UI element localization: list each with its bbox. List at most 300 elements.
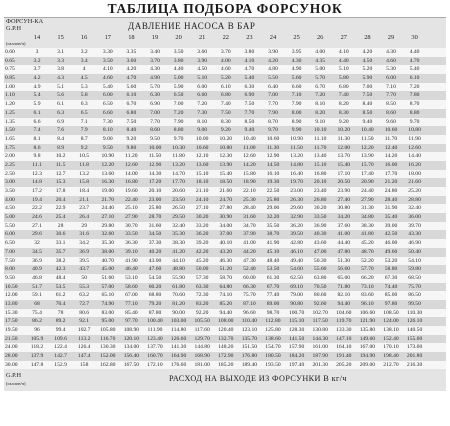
flow-rate-cell: 7.70 bbox=[268, 101, 278, 108]
flow-rate-cell: 29.00 bbox=[266, 205, 280, 212]
flow-rate-cell: 4.70 bbox=[244, 66, 255, 73]
flow-rate-cell: 70.4 bbox=[55, 300, 66, 307]
flow-rate-cell: 24.6 bbox=[32, 214, 42, 221]
pressure-header-15: 15 bbox=[57, 34, 64, 41]
flow-rate-cell: 32.40 bbox=[408, 205, 421, 212]
table-row bbox=[4, 343, 446, 352]
flow-rate-cell: 27.80 bbox=[219, 205, 233, 212]
flow-rate-cell: 19.30 bbox=[266, 179, 280, 186]
flow-rate-cell: 33.50 bbox=[125, 231, 138, 238]
flow-rate-cell: 46.40 bbox=[125, 266, 138, 273]
flow-rate-cell: 9.10 bbox=[315, 118, 326, 125]
pressure-header-17: 17 bbox=[104, 34, 111, 41]
table-row bbox=[4, 326, 446, 335]
table-body bbox=[4, 48, 446, 369]
flow-rate-cell: 23.7 bbox=[79, 205, 90, 212]
flow-rate-cell: 133.30 bbox=[336, 327, 352, 333]
flow-rate-cell: 34.20 bbox=[337, 214, 351, 221]
flow-rate-cell: 15.80 bbox=[243, 170, 256, 177]
flow-rate-cell: 23.50 bbox=[172, 196, 185, 203]
nozzle-gph-cell: 0.65 bbox=[5, 57, 15, 64]
flow-rate-cell: 5.20 bbox=[362, 66, 373, 73]
flow-rate-cell: 121.90 bbox=[359, 318, 376, 325]
nozzle-gph-cell: 5.50 bbox=[5, 222, 15, 229]
flow-rate-cell: 120.40 bbox=[218, 327, 234, 333]
flow-rate-cell: 122.4 bbox=[54, 344, 67, 351]
flow-rate-cell: 6.70 bbox=[126, 101, 137, 108]
flow-rate-cell: 6.9 bbox=[57, 118, 65, 125]
flow-rate-cell: 10.30 bbox=[172, 144, 185, 151]
flow-rate-cell: 39.00 bbox=[384, 222, 398, 229]
flow-rate-cell: 16.30 bbox=[101, 179, 115, 186]
table-row bbox=[4, 213, 446, 222]
flow-rate-cell: 33.1 bbox=[55, 240, 66, 247]
flow-rate-cell: 22.40 bbox=[125, 196, 138, 203]
flow-rate-cell: 15.40 bbox=[219, 170, 233, 177]
flow-rate-cell: 144.30 bbox=[312, 335, 328, 342]
flow-rate-cell: 63.2 bbox=[79, 292, 90, 299]
flow-rate-cell: 32 bbox=[34, 240, 40, 247]
flow-rate-cell: 40.30 bbox=[313, 231, 327, 238]
flow-rate-cell: 147.4 bbox=[77, 353, 91, 360]
flow-rate-cell: 12.3 bbox=[32, 170, 42, 177]
flow-rate-cell: 9.60 bbox=[386, 118, 396, 125]
flow-rate-cell: 3.1 bbox=[57, 49, 65, 55]
flow-rate-cell: 47.80 bbox=[337, 248, 351, 255]
flow-rate-cell: 8.20 bbox=[315, 109, 326, 116]
flow-rate-cell: 4.80 bbox=[268, 66, 278, 73]
flow-rate-cell: 21.60 bbox=[219, 188, 233, 194]
nozzle-gph-cell: 2.00 bbox=[5, 153, 15, 160]
flow-rate-cell: 102.7 bbox=[77, 327, 91, 333]
flow-rate-cell: 38.30 bbox=[172, 240, 185, 247]
flow-rate-cell: 17.20 bbox=[148, 179, 162, 186]
flow-rate-cell: 12.60 bbox=[243, 153, 256, 160]
flow-rate-cell: 5.9 bbox=[33, 101, 41, 108]
flow-rate-cell: 23.90 bbox=[337, 188, 351, 194]
flow-rate-cell: 96 bbox=[34, 327, 40, 333]
flow-rate-cell: 14.00 bbox=[125, 170, 138, 177]
flow-rate-cell: 103.00 bbox=[170, 318, 187, 325]
flow-rate-cell: 11.1 bbox=[32, 161, 42, 168]
flow-rate-cell: 63.80 bbox=[313, 274, 327, 281]
pressure-header-14: 14 bbox=[33, 34, 41, 41]
flow-rate-cell: 39.10 bbox=[125, 248, 138, 255]
flow-rate-cell: 164.10 bbox=[336, 344, 352, 351]
flow-rate-cell: 5.60 bbox=[291, 75, 302, 82]
flow-rate-cell: 125.80 bbox=[265, 327, 281, 333]
nozzle-column-label: ФОРСУН-КА bbox=[6, 18, 44, 25]
table-row bbox=[4, 100, 446, 109]
flow-rate-cell: 193.50 bbox=[265, 361, 281, 368]
table-row bbox=[4, 222, 446, 231]
flow-rate-cell: 26.30 bbox=[290, 196, 303, 203]
table-title: ТАБЛИЦА ПОДБОРА ФОРСУНОК bbox=[107, 1, 343, 16]
flow-rate-cell: 12.90 bbox=[266, 153, 280, 160]
pressure-header-24: 24 bbox=[269, 34, 277, 41]
flow-rate-cell: 6.00 bbox=[386, 75, 396, 82]
flow-rate-cell: 12.10 bbox=[195, 153, 209, 160]
flow-rate-cell: 4.40 bbox=[338, 57, 349, 64]
nozzle-gph-cell: 30.00 bbox=[5, 361, 18, 368]
pressure-caption: ДАВЛЕНИЕ НАСОСА В БАР bbox=[128, 21, 256, 31]
flow-rate-cell: 111.90 bbox=[147, 327, 163, 333]
flow-rate-cell: 7.9 bbox=[80, 127, 88, 134]
flow-rate-cell: 63.30 bbox=[195, 283, 209, 290]
flow-rate-cell: 8.60 bbox=[150, 127, 160, 134]
flow-rate-cell: 44.20 bbox=[243, 248, 256, 255]
flow-rate-cell: 5.90 bbox=[173, 83, 184, 90]
flow-rate-cell: 10.20 bbox=[337, 127, 351, 134]
flow-rate-cell: 3.2 bbox=[80, 49, 88, 55]
flow-rate-cell: 10.00 bbox=[195, 135, 209, 142]
flow-rate-cell: 160.70 bbox=[147, 353, 163, 360]
table-row bbox=[4, 239, 446, 248]
flow-rate-cell: 5.70 bbox=[315, 75, 326, 82]
flow-rate-cell: 7.70 bbox=[150, 118, 160, 125]
flow-rate-cell: 3.95 bbox=[291, 49, 302, 55]
flow-rate-cell: 5.10 bbox=[197, 75, 208, 82]
flow-rate-cell: 60.00 bbox=[243, 274, 256, 281]
table-row bbox=[4, 257, 446, 266]
flow-rate-cell: 124.00 bbox=[383, 318, 399, 325]
flow-rate-cell: 205.20 bbox=[336, 361, 352, 368]
flow-rate-cell: 13.20 bbox=[290, 153, 303, 160]
flow-rate-cell: 5.8 bbox=[80, 92, 88, 99]
flow-rate-cell: 5.10 bbox=[338, 66, 349, 73]
flow-rate-cell: 4 bbox=[82, 66, 86, 73]
flow-rate-cell: 42.50 bbox=[384, 231, 398, 238]
flow-rate-cell: 37.00 bbox=[219, 231, 233, 238]
nozzle-gph-cell: 1.35 bbox=[5, 118, 15, 125]
flow-rate-cell: 4.50 bbox=[362, 57, 373, 64]
flow-rate-cell: 73.10 bbox=[361, 283, 374, 290]
flow-rate-cell: 20.10 bbox=[148, 188, 162, 194]
flow-rate-cell: 29.60 bbox=[290, 205, 303, 212]
flow-rate-cell: 30.20 bbox=[313, 205, 327, 212]
flow-rate-cell: 30.70 bbox=[125, 222, 138, 229]
flow-rate-cell: 12.20 bbox=[101, 161, 115, 168]
flow-rate-cell: 173.00 bbox=[406, 344, 423, 351]
flow-rate-cell: 10.90 bbox=[290, 135, 303, 142]
flow-rate-cell: 9.50 bbox=[150, 135, 160, 142]
flow-rate-cell: 30.20 bbox=[195, 214, 209, 221]
flow-rate-cell: 17.8 bbox=[55, 188, 66, 194]
flow-rate-cell: 137.9 bbox=[30, 353, 44, 360]
flow-rate-cell: 50.30 bbox=[313, 257, 327, 264]
flow-rate-cell: 11.20 bbox=[125, 153, 138, 160]
flow-rate-cell: 154.70 bbox=[265, 344, 281, 351]
flow-rate-cell: 7.50 bbox=[244, 101, 255, 108]
flow-rate-cell: 3.35 bbox=[126, 49, 137, 55]
flow-rate-cell: 43.00 bbox=[148, 257, 162, 264]
flow-rate-cell: 5.4 bbox=[33, 92, 41, 99]
flow-rate-cell: 14.40 bbox=[408, 153, 421, 160]
flow-rate-cell: 172.10 bbox=[147, 361, 163, 368]
nozzle-gph-cell: 8.00 bbox=[5, 266, 15, 273]
flow-rate-cell: 170.10 bbox=[383, 344, 399, 351]
flow-rate-cell: 11.00 bbox=[243, 144, 256, 151]
flow-rate-cell: 117.50 bbox=[312, 318, 328, 325]
flow-rate-cell: 13.60 bbox=[101, 170, 115, 177]
flow-rate-cell: 152.9 bbox=[54, 361, 67, 368]
flow-rate-cell: 13.90 bbox=[361, 153, 374, 160]
table-row bbox=[4, 152, 446, 161]
pressure-header-23: 23 bbox=[246, 34, 253, 41]
flow-rate-cell: 35.50 bbox=[266, 222, 280, 229]
flow-rate-cell: 9.8 bbox=[33, 153, 41, 160]
flow-rate-cell: 60.20 bbox=[148, 283, 162, 290]
flow-rate-cell: 80.60 bbox=[313, 292, 327, 299]
flow-rate-cell: 29.6 bbox=[32, 231, 42, 238]
flow-rate-cell: 83.60 bbox=[361, 292, 374, 299]
flow-rate-cell: 117.60 bbox=[194, 327, 210, 333]
unit-column-label: (галлон/ч) bbox=[6, 41, 26, 46]
flow-rate-cell: 33.50 bbox=[313, 214, 327, 221]
flow-rate-cell: 25.10 bbox=[125, 205, 138, 212]
flow-rate-cell: 6.80 bbox=[338, 83, 349, 90]
flow-rate-cell: 28 bbox=[57, 222, 64, 229]
flow-rate-cell: 7.00 bbox=[173, 101, 184, 108]
nozzle-gph-cell: 4.00 bbox=[5, 196, 15, 203]
pressure-header-30: 30 bbox=[411, 34, 418, 41]
flow-rate-cell: 92.20 bbox=[195, 309, 209, 316]
flow-rate-cell: 5.70 bbox=[150, 83, 160, 90]
flow-rate-cell: 123.10 bbox=[241, 327, 258, 333]
flow-rate-cell: 3.50 bbox=[102, 57, 113, 64]
flow-rate-cell: 11.90 bbox=[408, 135, 421, 142]
pressure-header-21: 21 bbox=[198, 34, 206, 41]
flow-rate-cell: 51.20 bbox=[219, 266, 233, 273]
flow-rate-cell: 42.3 bbox=[55, 266, 66, 273]
flow-rate-cell: 7.00 bbox=[150, 109, 160, 116]
pressure-header-18: 18 bbox=[128, 34, 135, 41]
flow-rate-cell: 11.50 bbox=[290, 144, 303, 151]
flow-rate-cell: 45.10 bbox=[266, 248, 280, 255]
flow-rate-cell: 5.30 bbox=[386, 66, 396, 73]
nozzle-gph-cell: 7.50 bbox=[5, 257, 15, 264]
table-row bbox=[4, 161, 446, 170]
flow-rate-cell: 116.70 bbox=[100, 335, 116, 342]
flow-rate-cell: 55.60 bbox=[313, 266, 327, 273]
flow-rate-cell: 6.90 bbox=[150, 101, 160, 108]
flow-rate-cell: 15.40 bbox=[337, 161, 351, 168]
flow-rate-cell: 78 bbox=[57, 309, 64, 316]
flow-rate-cell: 27.1 bbox=[32, 222, 42, 229]
flow-rate-cell: 113.2 bbox=[77, 335, 91, 342]
nozzle-gph-cell: 0.60 bbox=[5, 49, 15, 55]
flow-rate-cell: 3.40 bbox=[150, 49, 160, 55]
flow-rate-cell: 12.7 bbox=[55, 170, 66, 177]
flow-rate-cell: 109.6 bbox=[54, 335, 67, 342]
flow-rate-cell: 140.50 bbox=[406, 327, 423, 333]
flow-rate-cell: 142.7 bbox=[54, 353, 67, 360]
flow-rate-cell: 44.10 bbox=[172, 257, 185, 264]
flow-rate-cell: 4.10 bbox=[102, 66, 113, 73]
flow-rate-cell: 54.50 bbox=[148, 274, 162, 281]
flow-rate-cell: 3.30 bbox=[102, 49, 113, 55]
flow-rate-cell: 38.00 bbox=[101, 248, 115, 255]
flow-rate-cell: 17.70 bbox=[384, 170, 398, 177]
flow-rate-cell: 27.90 bbox=[361, 196, 374, 203]
flow-rate-cell: 12.60 bbox=[408, 144, 421, 151]
flow-rate-cell: 108.50 bbox=[383, 309, 399, 316]
flow-rate-cell: 181.00 bbox=[194, 361, 210, 368]
flow-rate-cell: 126.10 bbox=[406, 318, 423, 325]
flow-rate-cell: 27.10 bbox=[195, 205, 209, 212]
flow-rate-cell: 12.40 bbox=[384, 144, 398, 151]
flow-rate-cell: 47.60 bbox=[148, 266, 162, 273]
flow-rate-cell: 7.90 bbox=[291, 101, 302, 108]
flow-rate-cell: 99.50 bbox=[408, 300, 421, 307]
flow-rate-cell: 16.80 bbox=[125, 179, 138, 186]
flow-rate-cell: 41.90 bbox=[125, 257, 138, 264]
flow-rate-cell: 22.50 bbox=[266, 188, 280, 194]
flow-rate-cell: 31.30 bbox=[361, 205, 374, 212]
flow-rate-cell: 7.00 bbox=[268, 92, 278, 99]
flow-rate-cell: 39.5 bbox=[79, 257, 90, 264]
flow-rate-cell: 37.60 bbox=[337, 222, 351, 229]
flow-rate-cell: 36.30 bbox=[125, 240, 138, 247]
flow-rate-cell: 18.4 bbox=[79, 188, 90, 194]
flow-rate-cell: 141.30 bbox=[170, 344, 187, 351]
flow-rate-cell: 3 bbox=[35, 49, 39, 55]
flow-rate-cell: 6.50 bbox=[173, 92, 184, 99]
flow-rate-cell: 6.6 bbox=[33, 118, 41, 125]
flow-rate-cell: 27.40 bbox=[337, 196, 351, 203]
flow-rate-cell: 68 bbox=[34, 300, 40, 307]
flow-rate-cell: 48.4 bbox=[55, 274, 66, 281]
flow-rate-cell: 201.30 bbox=[312, 361, 328, 368]
flow-rate-cell: 94.40 bbox=[219, 309, 233, 316]
flow-rate-cell: 79.20 bbox=[148, 300, 162, 307]
flow-rate-cell: 3.80 bbox=[244, 49, 255, 55]
table-row bbox=[4, 309, 446, 318]
flow-rate-cell: 155.00 bbox=[406, 335, 423, 342]
flow-rate-cell: 14.70 bbox=[172, 170, 185, 177]
flow-rate-cell: 14.30 bbox=[148, 170, 162, 177]
table-row bbox=[4, 291, 446, 300]
flow-rate-cell: 36.00 bbox=[408, 214, 421, 221]
flow-rate-cell: 40.70 bbox=[101, 257, 115, 264]
flow-rate-cell: 9.40 bbox=[244, 127, 255, 134]
flow-rate-cell: 7.10 bbox=[291, 92, 302, 99]
flow-rate-cell: 138.10 bbox=[383, 327, 399, 333]
flow-rate-cell: 7.30 bbox=[197, 109, 208, 116]
flow-rate-cell: 21.1 bbox=[79, 196, 90, 203]
flow-rate-cell: 8.10 bbox=[315, 101, 326, 108]
flow-rate-cell: 36.9 bbox=[32, 257, 42, 264]
flow-rate-cell: 43.30 bbox=[408, 231, 421, 238]
flow-rate-cell: 6.60 bbox=[102, 109, 113, 116]
flow-rate-cell: 100.40 bbox=[147, 318, 163, 325]
flow-rate-cell: 4.60 bbox=[386, 57, 396, 64]
flow-rate-cell: 13.40 bbox=[313, 153, 327, 160]
pressure-headers bbox=[4, 34, 446, 42]
flow-rate-cell: 8.00 bbox=[291, 109, 302, 116]
flow-rate-cell: 114.80 bbox=[171, 327, 187, 333]
flow-rate-cell: 47.30 bbox=[243, 257, 256, 264]
flow-rate-cell: 167.00 bbox=[359, 344, 376, 351]
flow-rate-cell: 8.6 bbox=[33, 144, 41, 151]
flow-rate-cell: 8.40 bbox=[362, 101, 373, 108]
flow-rate-cell: 34.5 bbox=[32, 248, 42, 255]
flow-rate-cell: 7.00 bbox=[362, 83, 373, 90]
pressure-header-20: 20 bbox=[175, 34, 182, 41]
flow-rate-cell: 8.1 bbox=[33, 135, 41, 142]
table-row bbox=[4, 83, 446, 92]
flow-rate-cell: 138.60 bbox=[265, 335, 281, 342]
nozzle-gph-cell: 0.85 bbox=[5, 75, 15, 82]
nozzle-gph-cell: 28.00 bbox=[5, 353, 18, 360]
flow-rate-cell: 26.4 bbox=[79, 214, 90, 221]
flow-rate-cell: 4.60 bbox=[102, 75, 113, 82]
flow-rate-cell: 66.20 bbox=[361, 274, 374, 281]
flow-rate-cell: 5.6 bbox=[57, 92, 65, 99]
flow-rate-cell: 12.60 bbox=[125, 161, 138, 168]
flow-rate-cell: 45.20 bbox=[361, 240, 374, 247]
flow-rate-cell: 15.10 bbox=[313, 161, 327, 168]
flow-rate-cell: 31.60 bbox=[148, 222, 162, 229]
flow-rate-cell: 14.20 bbox=[384, 153, 398, 160]
flow-rate-cell: 68.50 bbox=[408, 274, 421, 281]
flow-rate-cell: 19.60 bbox=[125, 188, 138, 194]
flow-rate-cell: 104.60 bbox=[336, 309, 352, 316]
flow-rate-cell: 3.90 bbox=[268, 49, 278, 55]
flow-rate-cell: 35.30 bbox=[172, 231, 185, 238]
footer-caption: РАСХОД НА ВЫХОДЕ ИЗ ФОРСУНКИ В кг/ч bbox=[169, 374, 347, 384]
flow-rate-cell: 100.70 bbox=[288, 309, 305, 316]
pressure-header-28: 28 bbox=[364, 34, 371, 41]
flow-rate-cell: 6.90 bbox=[244, 92, 255, 99]
flow-rate-cell: 31.90 bbox=[384, 205, 398, 212]
flow-rate-cell: 168.90 bbox=[194, 353, 210, 360]
table-row bbox=[4, 196, 446, 205]
flow-rate-cell: 197.40 bbox=[288, 361, 305, 368]
flow-rate-cell: 39.50 bbox=[290, 231, 303, 238]
flow-rate-cell: 5.1 bbox=[57, 83, 65, 90]
flow-rate-cell: 15.3 bbox=[55, 179, 66, 186]
flow-rate-cell: 102.70 bbox=[312, 309, 328, 316]
flow-rate-cell: 20.4 bbox=[55, 196, 66, 203]
flow-rate-cell: 19.00 bbox=[101, 188, 115, 194]
flow-rate-cell: 9.20 bbox=[338, 118, 349, 125]
flow-rate-cell: 47.00 bbox=[313, 248, 327, 255]
flow-rate-cell: 12.30 bbox=[219, 153, 233, 160]
flow-rate-cell: 7.40 bbox=[338, 92, 349, 99]
flow-rate-cell: 8.70 bbox=[409, 101, 420, 108]
flow-rate-cell: 46.8 bbox=[32, 274, 42, 281]
flow-rate-cell: 4.20 bbox=[268, 57, 278, 64]
flow-rate-cell: 10.40 bbox=[243, 135, 256, 142]
pressure-header-27: 27 bbox=[340, 34, 347, 41]
flow-rate-cell: 29.80 bbox=[101, 222, 115, 229]
flow-rate-cell: 8.30 bbox=[338, 109, 349, 116]
flow-rate-cell: 23.00 bbox=[148, 196, 162, 203]
flow-rate-cell: 152.00 bbox=[100, 353, 116, 360]
flow-rate-cell: 9.20 bbox=[220, 127, 231, 134]
flow-rate-cell: 13.90 bbox=[219, 161, 233, 168]
flow-rate-cell: 13.2 bbox=[79, 170, 90, 177]
flow-rate-cell: 157.90 bbox=[288, 344, 305, 351]
flow-rate-cell: 4.35 bbox=[315, 57, 326, 64]
flow-rate-cell: 43.20 bbox=[219, 248, 233, 255]
flow-rate-cell: 5.90 bbox=[362, 75, 373, 82]
flow-rate-cell: 110.30 bbox=[407, 309, 423, 316]
flow-rate-cell: 167.50 bbox=[123, 361, 140, 368]
flow-rate-cell: 152.40 bbox=[383, 335, 399, 342]
flow-rate-cell: 32.20 bbox=[266, 214, 280, 221]
